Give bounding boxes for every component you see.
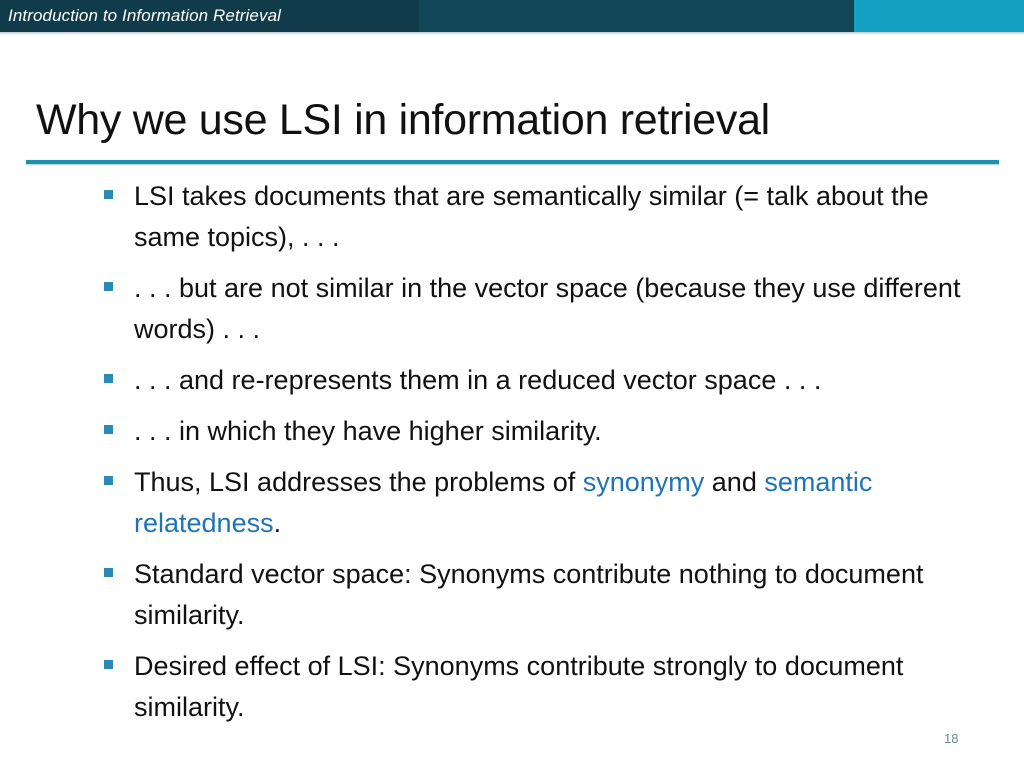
bullet-text-part: . — [273, 508, 282, 538]
bullet-text-part: Thus, LSI addresses the problems of — [134, 467, 583, 497]
bullet-text: Desired effect of LSI: Synonyms contribute strongly to document similarity. — [134, 651, 904, 722]
square-bullet-icon — [104, 568, 113, 577]
square-bullet-icon — [104, 660, 113, 669]
header-bar — [0, 0, 1024, 32]
bullet-text: LSI takes documents that are semantically similar (= talk about the same topics), . . . — [134, 181, 929, 252]
square-bullet-icon — [104, 425, 113, 434]
bullet-text: Standard vector space: Synonyms contribute nothing to document similarity. — [134, 559, 924, 630]
bullet-text: . . . but are not similar in the vector space (because they use different words) . . . — [134, 273, 961, 344]
square-bullet-icon — [104, 476, 113, 485]
page-number: 18 — [944, 731, 959, 746]
bullet-item — [104, 176, 984, 258]
bullet-text: . . . in which they have higher similarity. — [134, 416, 602, 446]
square-bullet-icon — [104, 190, 113, 199]
slide-title: Why we use LSI in information retrieval — [36, 96, 770, 144]
bullet-item — [104, 554, 984, 636]
bullet-text-part: and — [704, 467, 765, 497]
bullet-item — [104, 462, 984, 544]
title-rule-shadow — [26, 164, 999, 166]
header-segment-mid — [419, 0, 853, 32]
bullet-item — [104, 360, 984, 401]
highlighted-term-semantic-relatedness: semantic relatedness — [134, 467, 873, 538]
bullet-list — [104, 176, 984, 738]
header-segment-light — [854, 0, 1024, 32]
course-title: Introduction to Information Retrieval — [8, 6, 282, 25]
header-shadow — [0, 32, 1024, 35]
square-bullet-icon — [104, 282, 113, 291]
highlighted-term-synonymy: synonymy — [582, 467, 705, 497]
bullet-item — [104, 268, 984, 350]
bullet-text: . . . and re-represents them in a reduced vector space . . . — [134, 365, 822, 395]
bullet-item — [104, 411, 984, 452]
square-bullet-icon — [104, 374, 113, 383]
bullet-item — [104, 646, 984, 728]
